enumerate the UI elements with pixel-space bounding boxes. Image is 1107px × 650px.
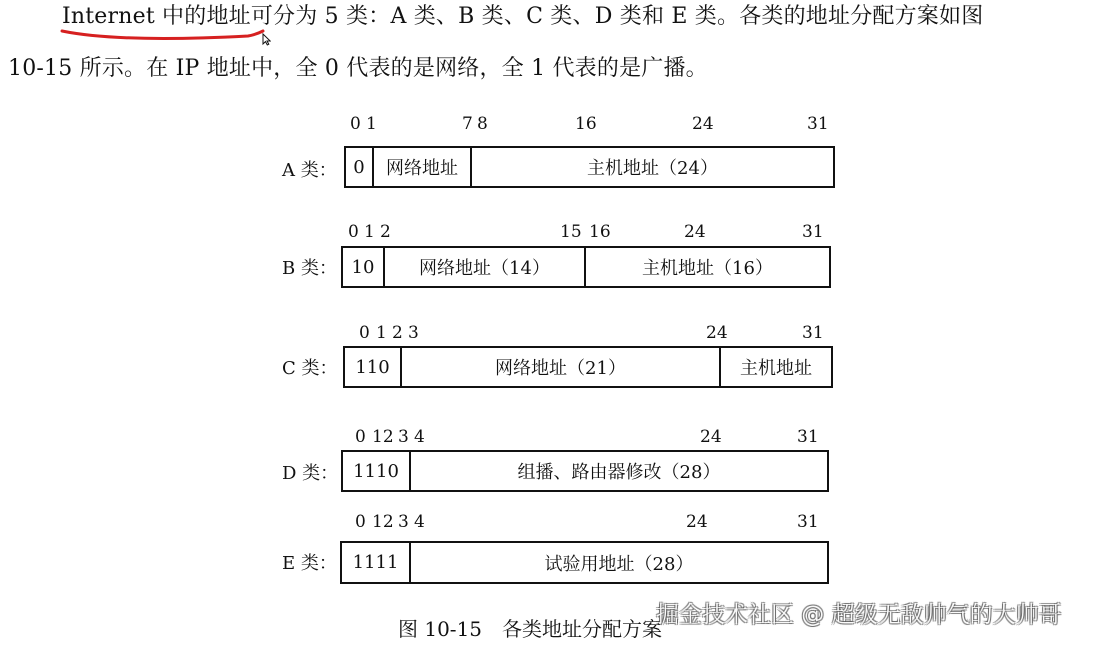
- host-address-cell: 主机地址（16）: [642, 258, 773, 279]
- address-box: [341, 246, 831, 288]
- bit-label: 1: [364, 222, 375, 242]
- class-label: A 类：: [282, 160, 337, 181]
- bit-label: 4: [414, 427, 425, 447]
- bit-label: 24: [706, 323, 728, 343]
- address-box: [340, 541, 829, 584]
- bit-label: 7: [462, 114, 473, 134]
- address-box: [344, 146, 835, 188]
- bit-label: 16: [575, 114, 597, 134]
- address-box: [343, 346, 833, 388]
- class-label: B 类：: [282, 258, 337, 279]
- bit-label: 31: [797, 512, 819, 532]
- bit-label: 0: [348, 222, 359, 242]
- class-label: C 类：: [282, 358, 338, 379]
- bit-label: 24: [684, 222, 706, 242]
- host-address-cell: 主机地址: [740, 358, 812, 379]
- bit-label: 1: [376, 323, 387, 343]
- bit-label: 24: [686, 512, 708, 532]
- class-label: E 类：: [282, 553, 337, 574]
- bit-label: 3: [408, 323, 419, 343]
- network-address-cell: 网络地址: [374, 148, 472, 186]
- paragraph-line-1: Internet 中的地址可分为 5 类：A 类、B 类、C 类、D 类和 E 类。各类的地址分配方案如图: [62, 4, 984, 29]
- bit-label: 15: [560, 222, 582, 242]
- bit-label: 0: [355, 512, 366, 532]
- figure-caption: 图 10-15 各类地址分配方案: [398, 617, 663, 641]
- bit-label: 24: [692, 114, 714, 134]
- bit-label: 24: [700, 427, 722, 447]
- class-bits-cell: 1110: [343, 452, 411, 490]
- experimental-address-cell: 试验用地址（28）: [544, 553, 694, 575]
- address-box: [341, 450, 829, 492]
- bit-label: 16: [589, 222, 611, 242]
- bit-label: 8: [477, 114, 488, 134]
- bit-label: 0: [359, 323, 370, 343]
- class-bits-cell: 1111: [342, 543, 411, 582]
- bit-label: 12: [372, 512, 394, 532]
- bit-label: 0: [350, 114, 361, 134]
- bit-label: 31: [802, 222, 824, 242]
- bit-label: 3: [398, 512, 409, 532]
- watermark: 掘金技术社区 @ 超级无敌帅气的大帅哥: [656, 602, 1062, 628]
- bit-label: 2: [392, 323, 403, 343]
- bit-label: 12: [372, 427, 394, 447]
- bit-label: 31: [807, 114, 829, 134]
- network-address-cell: 网络地址（21）: [402, 348, 721, 386]
- class-label: D 类：: [282, 463, 339, 484]
- class-bits-cell: 0: [346, 148, 374, 186]
- bit-label: 31: [797, 427, 819, 447]
- network-address-cell: 网络地址（14）: [385, 248, 586, 286]
- class-bits-cell: 10: [343, 248, 385, 286]
- bit-label: 31: [802, 323, 824, 343]
- bit-label: 3: [398, 427, 409, 447]
- host-address-cell: 主机地址（24）: [587, 158, 718, 179]
- bit-label: 4: [414, 512, 425, 532]
- bit-label: 2: [380, 222, 391, 242]
- bit-label: 0: [355, 427, 366, 447]
- class-bits-cell: 110: [345, 348, 402, 386]
- bit-label: 1: [366, 114, 377, 134]
- paragraph-line-2: 10-15 所示。在 IP 地址中，全 0 代表的是网络，全 1 代表的是广播。: [8, 56, 708, 81]
- multicast-address-cell: 组播、路由器修改（28）: [517, 462, 721, 483]
